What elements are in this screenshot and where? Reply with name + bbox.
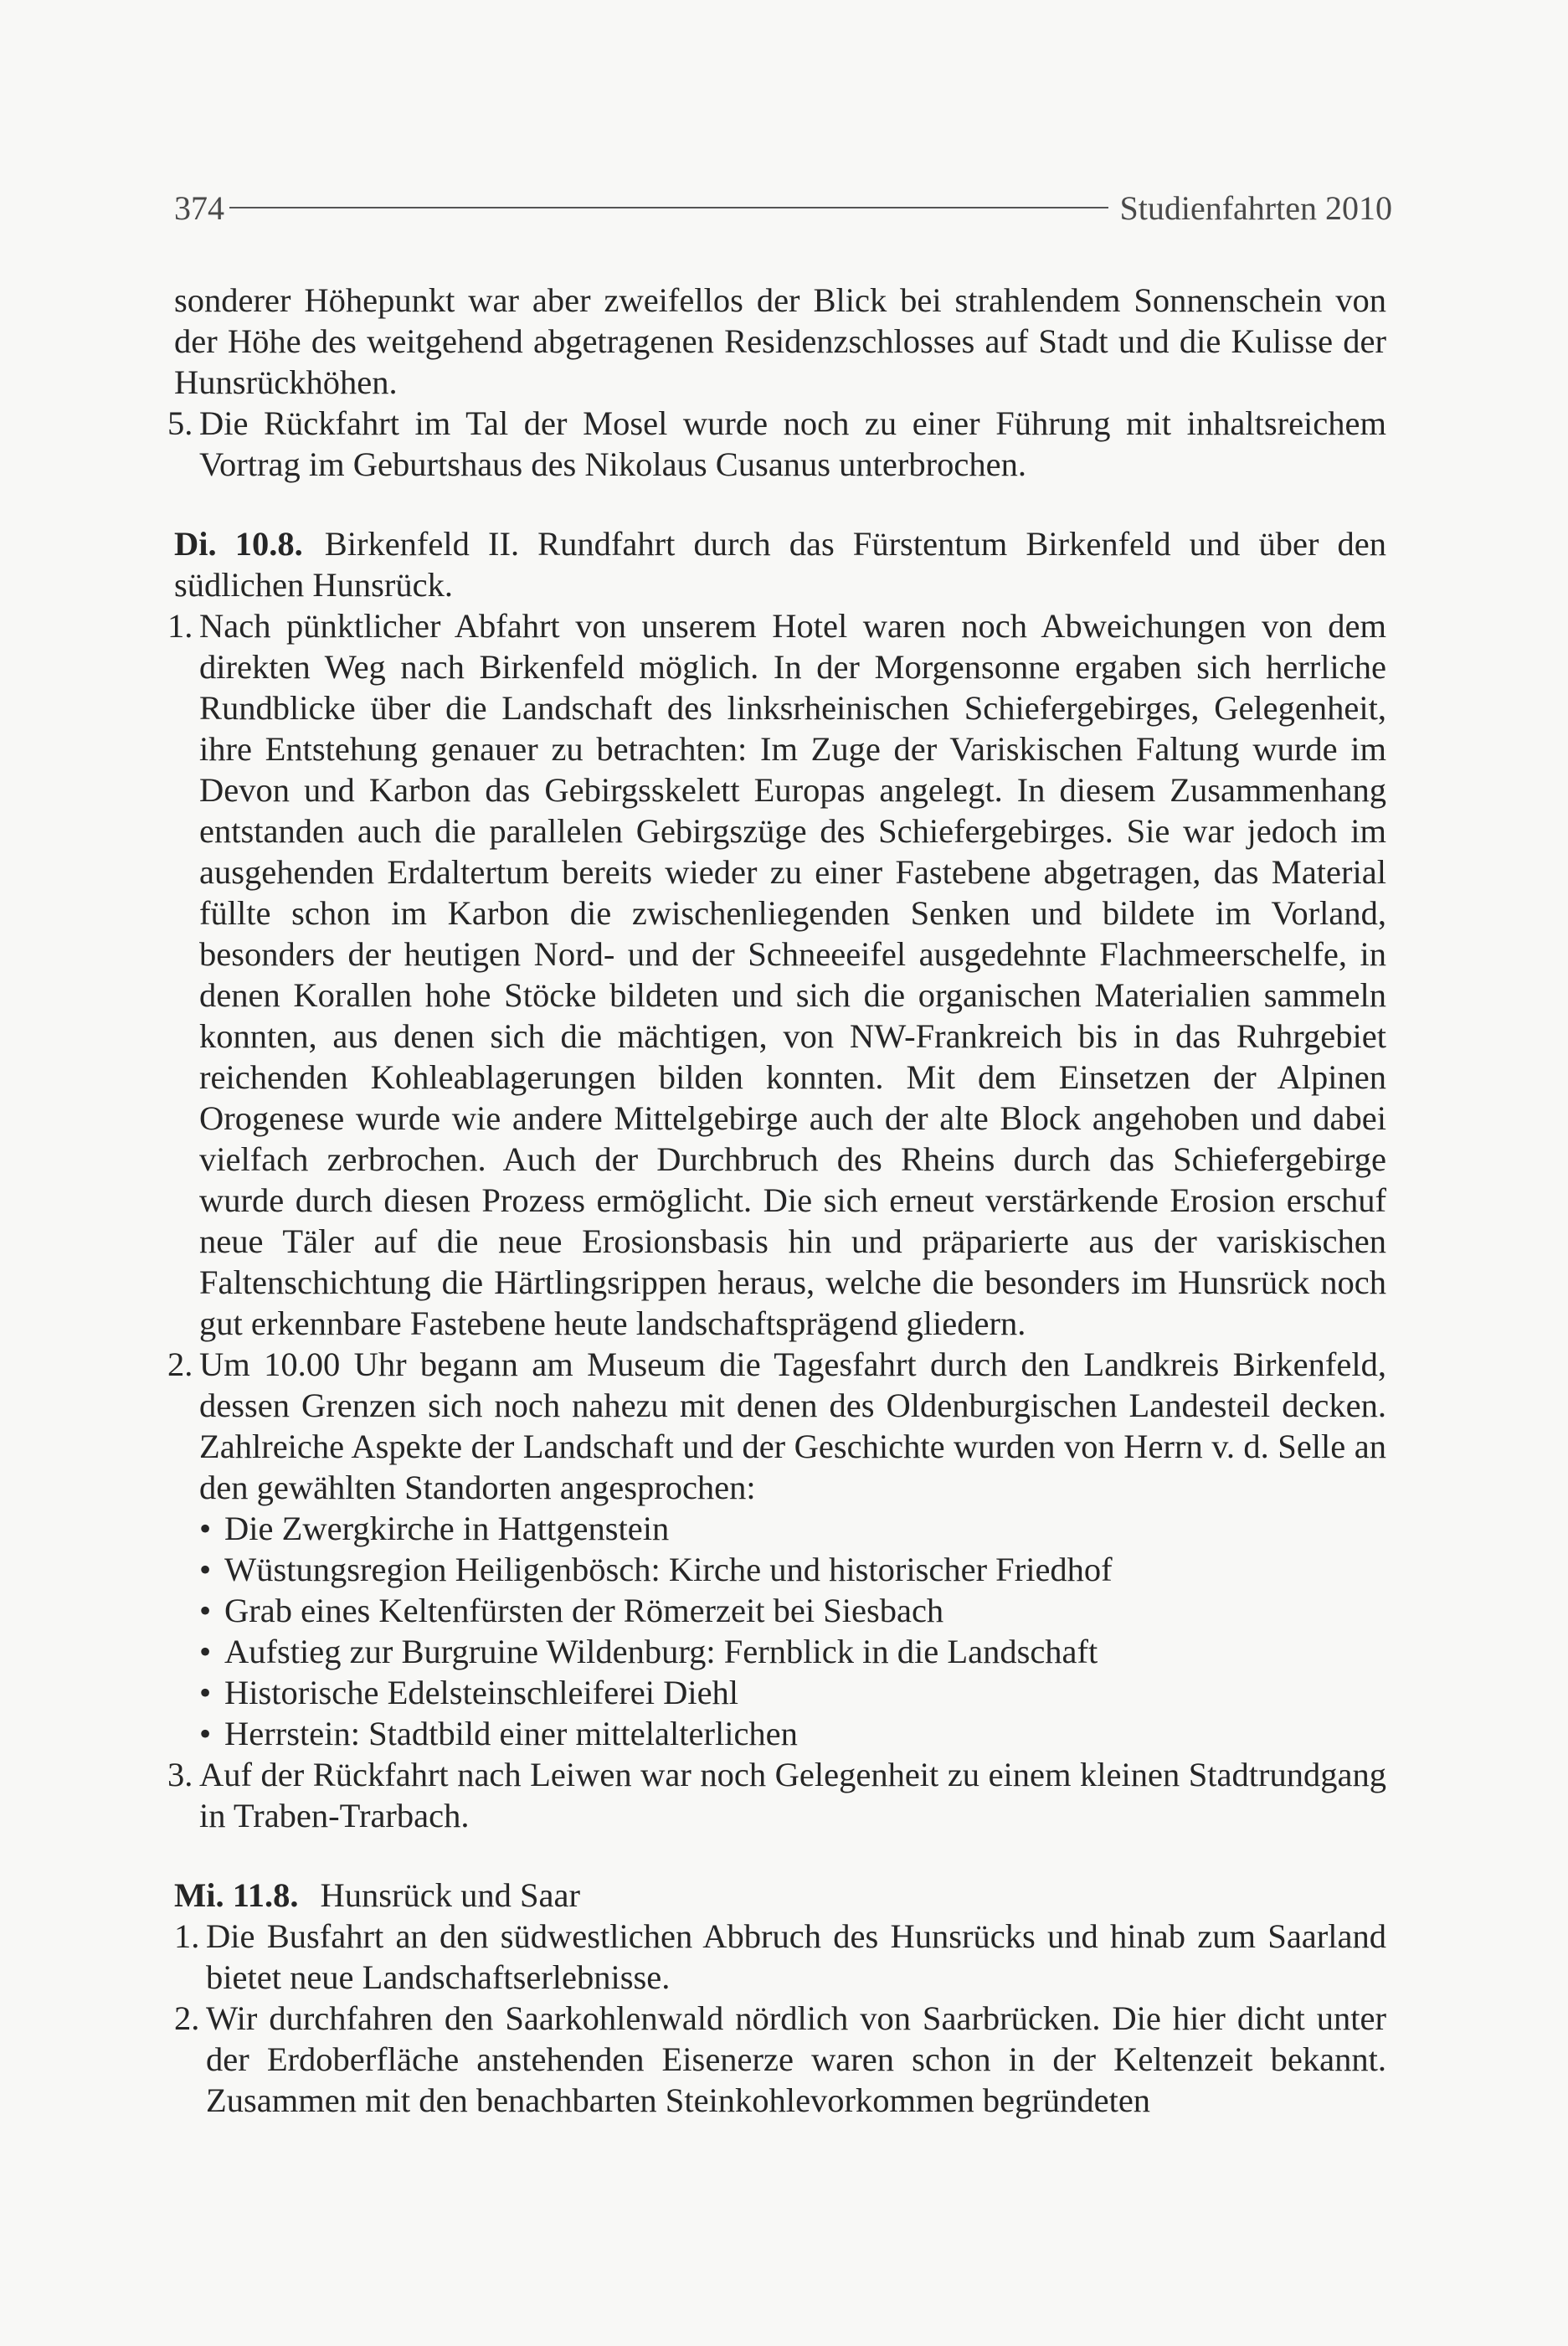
item-text: Auf der Rückfahrt nach Leiwen war noch Gelegenheit zu einem kleinen Stadtrundgang in Traben-Trarbach. — [199, 1756, 1386, 1834]
running-title: Studienfahrten 2010 — [1119, 188, 1392, 227]
day-heading — [174, 523, 1386, 605]
bullet-text: Historische Edelsteinschleiferei Diehl — [224, 1674, 739, 1711]
item-text: Die Busfahrt an den südwestlichen Abbruch des Hunsrücks und hinab zum Saarland bietet neue Landschaftserlebnisse. — [206, 1917, 1386, 1996]
bullet-text: Wüstungsregion Heiligenbösch: Kirche und historischer Friedhof — [224, 1551, 1113, 1588]
bullet-symbol: • — [199, 1551, 212, 1588]
day-title: Hunsrück und Saar — [320, 1876, 580, 1914]
bullet-symbol: • — [199, 1592, 212, 1629]
day-heading — [174, 1875, 1386, 1916]
running-header — [174, 183, 1392, 233]
bullet-item — [199, 1549, 1386, 1590]
bullet-list — [199, 1508, 1386, 1754]
list-item — [174, 1998, 1386, 2121]
bullet-symbol: • — [199, 1510, 212, 1547]
item-number: 2. — [167, 1345, 193, 1383]
list-item — [174, 1916, 1386, 1998]
item-text: Um 10.00 Uhr begann am Museum die Tagesfahrt durch den Landkreis Birkenfeld, dessen Grenzen sich noch nahezu mit denen des Oldenburgischen Landesteil decken. Zahlreiche Aspekte der Landschaft und der Geschichte wurden von Herrn v. d. Selle an den gewählten Standorten angesprochen: — [199, 1345, 1386, 1506]
item-number: 3. — [167, 1756, 193, 1793]
list-item — [167, 1344, 1386, 1754]
bullet-item — [199, 1508, 1386, 1549]
intro-paragraph: sonderer Höhepunkt war aber zweifellos der Blick bei strahlendem Sonnenschein von der Höhe des weitgehend abgetragenen Residenzschlosses auf Stadt und die Kulisse der Hunsrückhöhen. — [174, 281, 1386, 401]
item-text: Die Rückfahrt im Tal der Mosel wurde noch zu einer Führung mit inhaltsreichem Vortrag im Geburtshaus des Nikolaus Cusanus unterbrochen. — [199, 404, 1386, 483]
item-text: Wir durchfahren den Saarkohlenwald nördlich von Saarbrücken. Die hier dicht unter der Erdoberfläche anstehenden Eisenerze waren schon in der Keltenzeit bekannt. Zusammen mit den benachbarten Steinkohlevorkommen begründeten — [206, 1999, 1386, 2119]
bullet-text: Aufstieg zur Burgruine Wildenburg: Fernblick in die Landschaft — [224, 1633, 1098, 1670]
bullet-symbol: • — [199, 1633, 212, 1670]
day-date: Mi. 11.8. — [174, 1876, 299, 1914]
bullet-symbol: • — [199, 1674, 212, 1711]
day-title: Birkenfeld II. Rundfahrt durch das Fürstentum Birkenfeld und über den südlichen Hunsrück. — [174, 525, 1386, 604]
header-rule — [229, 207, 1108, 208]
item-text: Nach pünktlicher Abfahrt von unserem Hotel waren noch Abweichungen von dem direkten Weg nach Birkenfeld möglich. In der Morgensonne ergaben sich herrliche Rundblicke über die Landschaft des linksrheinischen Schiefergebirges, Gelegenheit, ihre Entstehung genauer zu betrachten: Im Zuge der Variskischen Faltung wurde im Devon und Karbon das Gebirgsskelett Europas angelegt. In diesem Zusammenhang entstanden auch die parallelen Gebirgszüge des Schiefergebirges. Sie war jedoch im ausgehenden Erdaltertum bereits wieder zu einer Fastebene abgetragen, das Material füllte schon im Karbon die zwischenliegenden Senken und bildete im Vorland, besonders der heutigen Nord- und der Schneeeifel ausgedehnte Flachmeerschelfe, in denen Korallen hohe Stöcke bildeten und sich die organischen Materialien sammeln konnten, aus denen sich die mächtigen, von NW-Frankreich bis in das Ruhrgebiet reichenden Kohleablagerungen bilden konnten. Mit dem Einsetzen der Alpinen Orogenese wurde wie andere Mittelgebirge auch der alte Block angehoben und dabei vielfach zerbrochen. Auch der Durchbruch des Rheins durch das Schiefergebirge wurde durch diesen Prozess ermöglicht. Die sich erneut verstärkende Erosion erschuf neue Täler auf die neue Erosionsbasis hin und präparierte aus der variskischen Faltenschichtung die Härtlingsrippen heraus, welche die besonders im Hunsrück noch gut erkennbare Fastebene heute landschaftsprägend gliedern. — [199, 607, 1386, 1342]
item-number: 2. — [174, 1999, 200, 2037]
item-number: 1. — [174, 1917, 200, 1955]
bullet-item — [199, 1590, 1386, 1631]
bullet-item — [199, 1713, 1386, 1754]
bullet-symbol: • — [199, 1715, 212, 1752]
list-item — [167, 1754, 1386, 1836]
list-item — [167, 605, 1386, 1344]
bullet-text: Die Zwergkirche in Hattgenstein — [224, 1510, 670, 1547]
item-body — [193, 1344, 1386, 1754]
bullet-text: Grab eines Keltenfürsten der Römerzeit bei Siesbach — [224, 1592, 944, 1629]
item-number: 5. — [167, 404, 193, 442]
item-number: 1. — [167, 607, 193, 645]
bullet-text: Herrstein: Stadtbild einer mittelalterlichen — [224, 1715, 798, 1752]
bullet-item — [199, 1672, 1386, 1713]
bullet-item — [199, 1631, 1386, 1672]
body-text — [167, 280, 1386, 2121]
page-number: 374 — [174, 188, 224, 227]
day-date: Di. 10.8. — [174, 525, 303, 563]
list-item — [167, 403, 1386, 485]
